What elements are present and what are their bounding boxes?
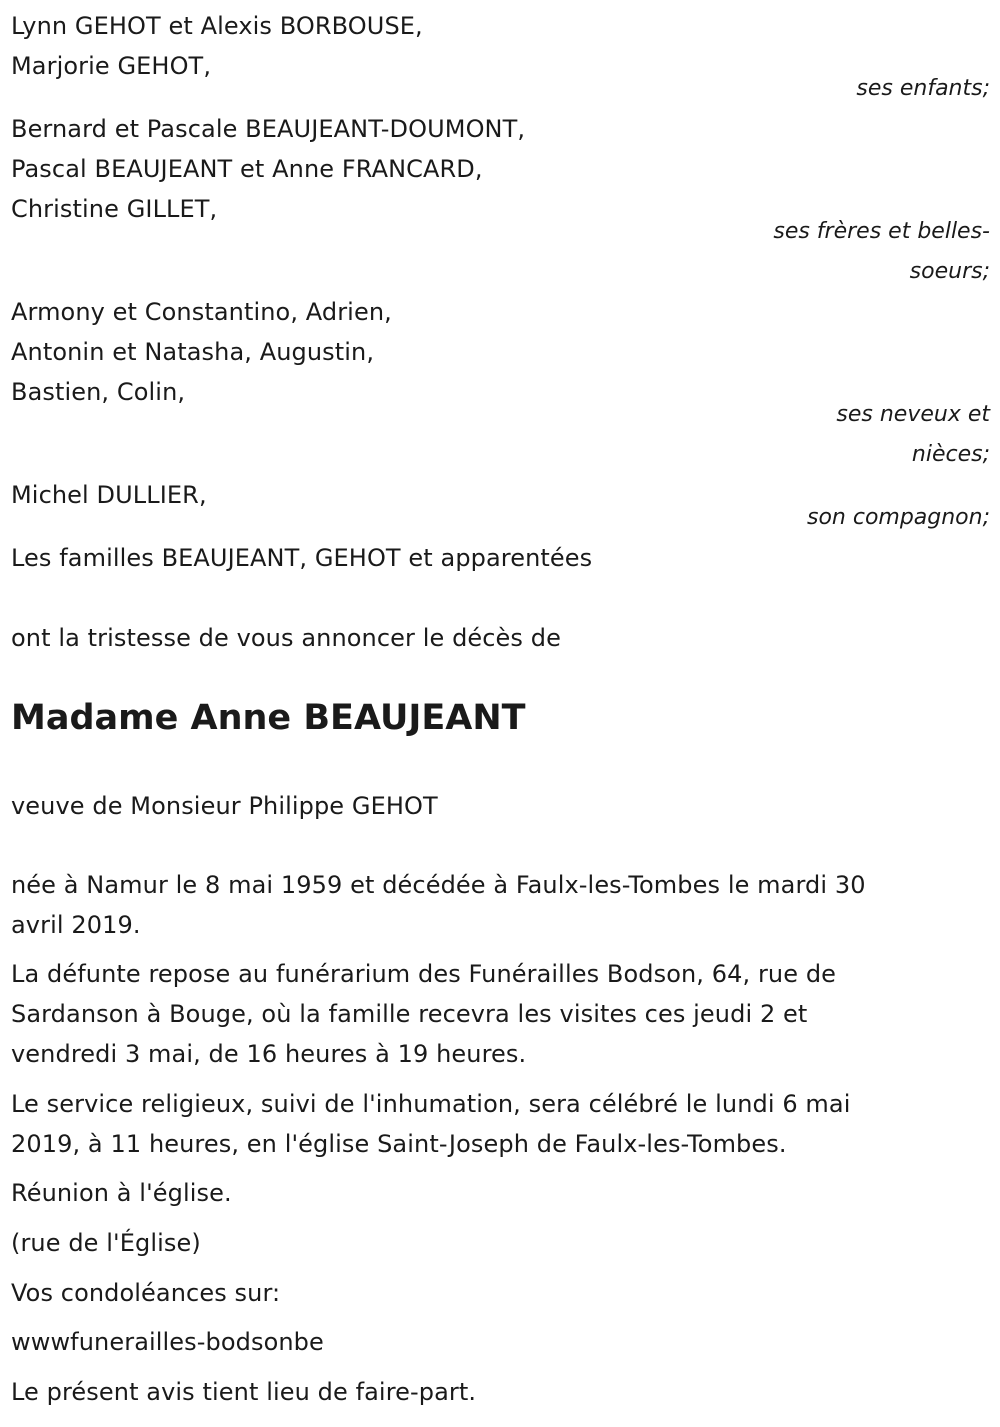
birth-death-line: avril 2019. (11, 911, 141, 939)
child-name-line: Marjorie GEHOT, (11, 52, 212, 80)
website-text: wwwfunerailles-bodsonbe (11, 1328, 324, 1356)
funerarium-line: Sardanson à Bouge, où la famille recevra les visites ces jeudi 2 et (11, 1000, 808, 1028)
relation-nephews-line: nièces; (911, 442, 990, 467)
birth-death-line: née à Namur le 8 mai 1959 et décédée à Faulx-les-Tombes le mardi 30 (11, 871, 866, 899)
funerarium-line: La défunte repose au funérarium des Funérailles Bodson, 64, rue de (11, 960, 837, 988)
relation-partner: son compagnon; (806, 505, 990, 530)
widow-of-line: veuve de Monsieur Philippe GEHOT (11, 792, 438, 820)
partner-name: Michel DULLIER, (11, 481, 207, 509)
child-name-line: Lynn GEHOT et Alexis BORBOUSE, (11, 12, 423, 40)
closing-line: Le présent avis tient lieu de faire-part. (11, 1378, 477, 1406)
nephew-name-line: Bastien, Colin, (11, 378, 186, 406)
condolences-label: Vos condoléances sur: (11, 1279, 281, 1307)
sibling-name-line: Christine GILLET, (11, 195, 218, 223)
service-line: 2019, à 11 heures, en l'église Saint-Joseph de Faulx-les-Tombes. (11, 1130, 787, 1158)
nephew-name-line: Armony et Constantino, Adrien, (11, 298, 392, 326)
nephew-name-line: Antonin et Natasha, Augustin, (11, 338, 375, 366)
relation-children: ses enfants; (856, 76, 990, 101)
reunion-line: Réunion à l'église. (11, 1179, 232, 1207)
relation-siblings-line: ses frères et belles- (773, 219, 990, 244)
sibling-name-line: Pascal BEAUJEANT et Anne FRANCARD, (11, 155, 483, 183)
deceased-name-heading: Madame Anne BEAUJEANT (11, 698, 526, 738)
service-line: Le service religieux, suivi de l'inhumation, sera célébré le lundi 6 mai (11, 1090, 851, 1118)
sibling-name-line: Bernard et Pascale BEAUJEANT-DOUMONT, (11, 115, 526, 143)
relation-siblings-line: soeurs; (909, 259, 990, 284)
families-line: Les familles BEAUJEANT, GEHOT et apparentées (11, 544, 593, 572)
funerarium-line: vendredi 3 mai, de 16 heures à 19 heures. (11, 1040, 527, 1068)
relation-nephews-line: ses neveux et (836, 402, 990, 427)
announcement-line: ont la tristesse de vous annoncer le décès de (11, 624, 561, 652)
street-line: (rue de l'Église) (11, 1229, 201, 1257)
